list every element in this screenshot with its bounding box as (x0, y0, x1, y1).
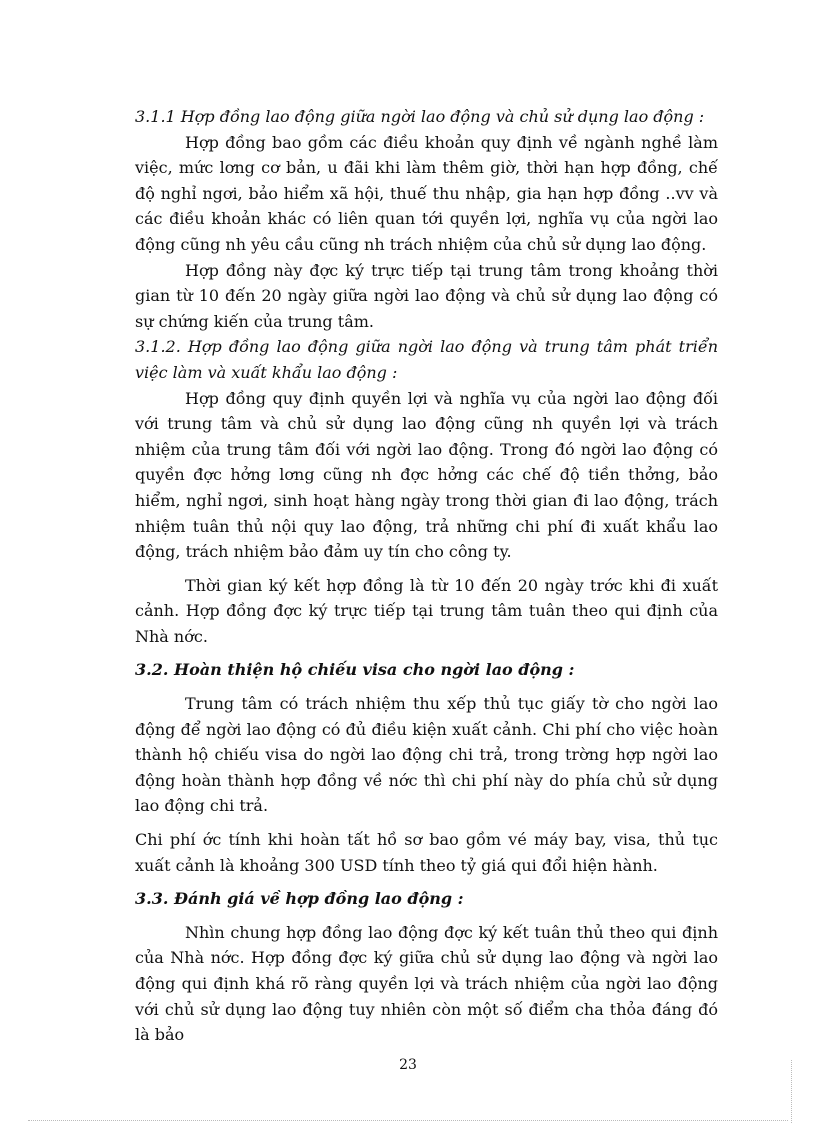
paragraph: Nhìn chung hợp đồng lao động đợc ký kết tuân thủ theo qui định của Nhà nớc. Hợp đồng đợc ký giữa chủ sử dụng lao động và ngời lao động qui định khá rõ ràng quyền lợi và trách nhiệm của ngời lao động với chủ sử dụng lao động tuy nhiên còn một số điểm cha thỏa đáng đó là bảo (135, 922, 718, 1045)
paragraph: Chi phí ớc tính khi hoàn tất hồ sơ bao gồm vé máy bay, visa, thủ tục xuất cảnh là khoảng 300 USD tính theo tỷ giá qui đổi hiện hành. (135, 830, 718, 875)
margin-divider (791, 1060, 792, 1123)
section-heading-3-1-2: 3.1.2. Hợp đồng lao động giữa ngời lao động và trung tâm phát triển việc làm và xuất khẩu lao động : (135, 337, 718, 382)
paragraph: Hợp đồng này đợc ký trực tiếp tại trung tâm trong khoảng thời gian từ 10 đến 20 ngày giữa ngời lao động và chủ sử dụng lao động có sự chứng kiến của trung tâm. (135, 260, 718, 331)
document-body (135, 104, 718, 1048)
footer-divider (28, 1120, 788, 1121)
paragraph: Hợp đồng quy định quyền lợi và nghĩa vụ của ngời lao động đối với trung tâm và chủ sử dụng lao động cũng nh quyền lợi và trách nhiệm của trung tâm đối với ngời lao động. Trong đó ngời lao động có quyền đợc hởng lơng cũng nh đợc hởng các chế độ tiền thởng, bảo hiểm, nghỉ ngơi, sinh hoạt hàng ngày trong thời gian đi lao động, trách nhiệm tuân thủ nội quy lao động, trả những chi phí đi xuất khẩu lao động, trách nhiệm bảo đảm uy tín cho công ty. (135, 388, 718, 562)
section-heading-3-2: 3.2. Hoàn thiện hộ chiếu visa cho ngời lao động : (135, 660, 575, 680)
section-heading-3-1-1: 3.1.1 Hợp đồng lao động giữa ngời lao động và chủ sử dụng lao động : (135, 107, 705, 126)
paragraph: Hợp đồng bao gồm các điều khoản quy định về ngành nghề làm việc, mức lơng cơ bản, u đãi khi làm thêm giờ, thời hạn hợp đồng, chế độ nghỉ ngơi, bảo hiểm xã hội, thuế thu nhập, gia hạn hợp đồng ..vv và các điều khoản khác có liên quan tới quyền lợi, nghĩa vụ của ngời lao động cũng nh yêu cầu cũng nh trách nhiệm của chủ sử dụng lao động. (135, 132, 718, 254)
section-heading-3-3: 3.3. Đánh giá về hợp đồng lao động : (135, 889, 464, 909)
paragraph: Trung tâm có trách nhiệm thu xếp thủ tục giấy tờ cho ngời lao động để ngời lao động có đủ điều kiện xuất cảnh. Chi phí cho việc hoàn thành hộ chiếu visa do ngời lao động chi trả, trong trờng hợp ngời lao động hoàn thành hợp đồng về nớc thì chi phí này do phía chủ sử dụng lao động chi trả. (135, 694, 718, 816)
paragraph: Thời gian ký kết hợp đồng là từ 10 đến 20 ngày trớc khi đi xuất cảnh. Hợp đồng đợc ký trực tiếp tại trung tâm tuân theo qui định của Nhà nớc. (135, 575, 718, 646)
page-number: 23 (399, 1057, 417, 1073)
